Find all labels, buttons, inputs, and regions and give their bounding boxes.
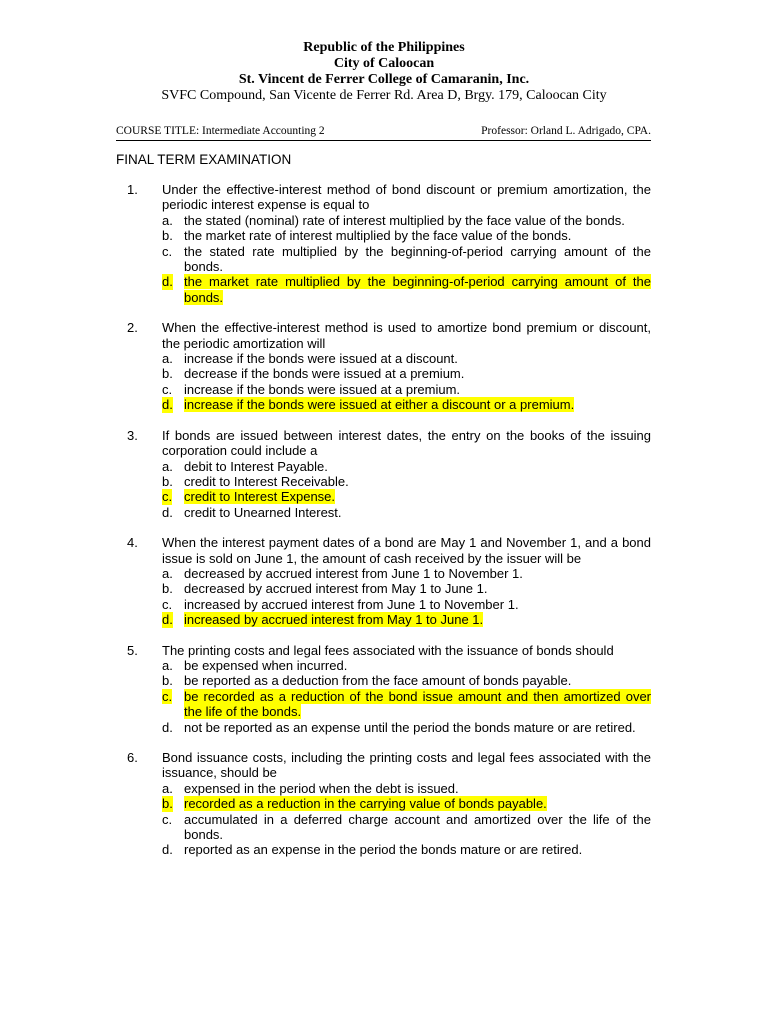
exam-title: FINAL TERM EXAMINATION [116, 152, 292, 167]
answer-option [162, 228, 651, 243]
answer-option [162, 351, 651, 366]
professor-name: Professor: Orland L. Adrigado, CPA. [481, 125, 651, 137]
option-letter: d. [162, 842, 173, 858]
question-number: 1. [127, 182, 138, 197]
question-item [127, 643, 651, 735]
option-text: increase if the bonds were issued at a discount. [184, 351, 458, 367]
option-letter: b. [162, 366, 173, 382]
answer-option [162, 597, 651, 612]
question-number: 3. [127, 427, 138, 443]
answer-option [162, 474, 651, 489]
option-letter: b. [162, 473, 173, 489]
option-text: the stated (nominal) rate of interest multiplied by the face value of the bonds. [184, 212, 625, 228]
answer-option [162, 781, 651, 796]
option-text: be recorded as a reduction of the bond issue amount and then amortized over the life of the bonds. [184, 688, 651, 720]
option-text: decrease if the bonds were issued at a premium. [184, 366, 465, 382]
option-letter: d. [162, 274, 173, 290]
answer-option [162, 842, 651, 857]
answer-option [162, 505, 651, 520]
option-text: debit to Interest Payable. [184, 458, 328, 474]
option-letter: c. [162, 243, 173, 259]
question-text: When the interest payment dates of a bond are May 1 and November 1, and a bond issue is sold on June 1, the amount of cash received by the issuer will be [162, 535, 651, 566]
option-text: expensed in the period when the debt is issued. [184, 780, 459, 796]
answer-option [162, 658, 651, 673]
header-address: SVFC Compound, San Vicente de Ferrer Rd. Area D, Brgy. 179, Caloocan City [161, 88, 607, 103]
question-item [127, 320, 651, 412]
question-number: 5. [127, 642, 138, 658]
question-list [127, 182, 651, 873]
option-letter: c. [162, 381, 173, 397]
answer-option [162, 720, 651, 735]
answer-option-highlighted [162, 689, 651, 720]
option-letter: d. [162, 719, 173, 735]
option-text: increase if the bonds were issued at either a discount or a premium. [184, 397, 575, 413]
option-letter: b. [162, 796, 173, 812]
question-text: If bonds are issued between interest dates, the entry on the books of the issuing corporation could include a [162, 427, 651, 459]
option-text: credit to Interest Receivable. [184, 473, 349, 489]
answer-option [162, 459, 651, 474]
option-letter: c. [162, 596, 173, 612]
option-letter: d. [162, 612, 173, 628]
option-text: accumulated in a deferred charge account and amortized over the life of the bonds. [184, 811, 651, 843]
answer-option [162, 382, 651, 397]
option-letter: a. [162, 212, 173, 228]
answer-option [162, 244, 651, 275]
document-header [0, 40, 768, 104]
answer-option [162, 366, 651, 381]
question-text: Under the effective-interest method of bond discount or premium amortization, the periodic interest expense is equal to [162, 182, 651, 213]
option-letter: c. [162, 489, 173, 505]
option-text: the market rate multiplied by the beginning-of-period carrying amount of the bonds. [184, 274, 651, 305]
option-letter: c. [162, 688, 173, 704]
option-letter: a. [162, 351, 173, 367]
option-letter: d. [162, 504, 173, 520]
option-text: decreased by accrued interest from June 1 to November 1. [184, 565, 523, 581]
option-text: the stated rate multiplied by the beginning-of-period carrying amount of the bonds. [184, 243, 651, 275]
answer-option [162, 581, 651, 596]
answer-option [162, 673, 651, 688]
question-text: The printing costs and legal fees associated with the issuance of bonds should [162, 642, 614, 658]
option-text: recorded as a reduction in the carrying value of bonds payable. [184, 796, 547, 812]
answer-option-highlighted [162, 796, 651, 811]
course-line [116, 124, 651, 141]
option-text: credit to Interest Expense. [184, 489, 336, 505]
answer-option-highlighted [162, 489, 651, 504]
answer-option [162, 812, 651, 843]
option-letter: c. [162, 811, 173, 827]
answer-option-highlighted [162, 274, 651, 305]
question-number: 4. [127, 535, 138, 551]
option-letter: a. [162, 780, 173, 796]
option-letter: b. [162, 228, 173, 244]
question-item [127, 750, 651, 858]
answer-option-highlighted [162, 612, 651, 627]
question-item [127, 535, 651, 627]
option-text: increased by accrued interest from May 1 to June 1. [184, 612, 484, 628]
option-text: credit to Unearned Interest. [184, 504, 342, 520]
option-letter: a. [162, 565, 173, 581]
option-text: reported as an expense in the period the bonds mature or are retired. [184, 842, 583, 858]
option-letter: d. [162, 397, 173, 413]
option-letter: b. [162, 581, 173, 597]
question-number: 2. [127, 320, 138, 336]
question-text: When the effective-interest method is used to amortize bond premium or discount, the periodic amortization will [162, 320, 651, 351]
question-number: 6. [127, 750, 138, 765]
option-text: increase if the bonds were issued at a premium. [184, 381, 461, 397]
option-letter: a. [162, 657, 173, 673]
answer-option [162, 213, 651, 228]
header-republic: Republic of the Philippines [303, 40, 465, 55]
option-letter: b. [162, 673, 173, 689]
option-text: the market rate of interest multiplied by the face value of the bonds. [184, 228, 572, 244]
question-text: Bond issuance costs, including the printing costs and legal fees associated with the issuance, should be [162, 750, 651, 781]
option-text: decreased by accrued interest from May 1 to June 1. [184, 581, 488, 597]
header-college: St. Vincent de Ferrer College of Camaranin, Inc. [238, 72, 530, 87]
answer-option [162, 566, 651, 581]
option-letter: a. [162, 458, 173, 474]
answer-option-highlighted [162, 397, 651, 412]
option-text: be expensed when incurred. [184, 657, 348, 673]
question-item [127, 428, 651, 520]
header-city: City of Caloocan [333, 56, 435, 71]
question-item [127, 182, 651, 305]
option-text: be reported as a deduction from the face amount of bonds payable. [184, 673, 572, 689]
option-text: increased by accrued interest from June 1 to November 1. [184, 596, 519, 612]
option-text: not be reported as an expense until the period the bonds mature or are retired. [184, 719, 636, 735]
course-title: COURSE TITLE: Intermediate Accounting 2 [116, 125, 325, 137]
